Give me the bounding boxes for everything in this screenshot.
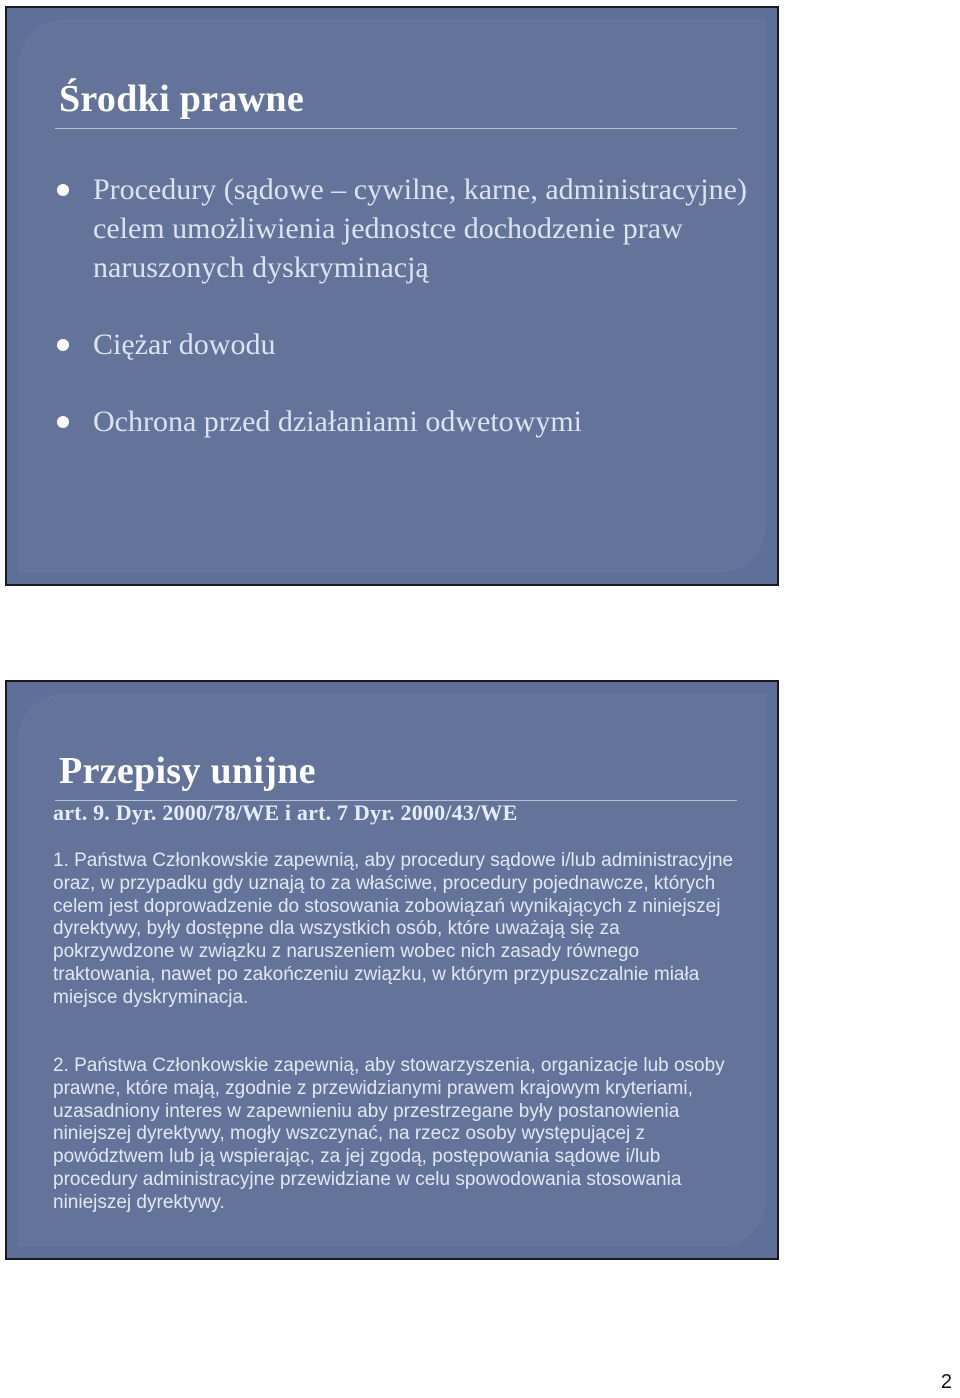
bullet-text: Ochrona przed działaniami odwetowymi	[93, 405, 582, 438]
bullet-dot-icon	[57, 416, 69, 428]
bullet-text: Ciężar dowodu	[93, 328, 276, 361]
bullet-dot-icon	[57, 339, 69, 351]
slide-przepisy-unijne	[5, 680, 779, 1260]
legal-paragraph-2: 2. Państwa Członkowskie zapewnią, aby stowarzyszenia, organizacje lub osoby prawne, które mają, zgodnie z przewidzianymi prawem krajowym kryteriami, uzasadniony interes w zapewnieniu aby przestrzegane były postanowienia niniejszej dyrektywy, mogły wszczynać, na rzecz osoby występującej z powództwem lub ją wspierając, za jej zgodą, postępowania sądowe i/lub procedury administracyjne przewidziane w celu spowodowania stosowania niniejszej dyrektywy.	[53, 1055, 725, 1213]
bullet-item	[57, 170, 747, 287]
slide-subtitle: art. 9. Dyr. 2000/78/WE i art. 7 Dyr. 2000/43/WE	[53, 800, 518, 825]
bullet-item	[57, 325, 747, 364]
bullet-dot-icon	[57, 184, 69, 196]
slide-srodki-prawne	[5, 6, 779, 586]
bullet-text: Procedury (sądowe – cywilne, karne, administracyjne) celem umożliwienia jednostce dochodzenie praw naruszonych dyskryminacją	[93, 173, 747, 284]
page-number: 2	[940, 1371, 952, 1393]
slide-title: Przepisy unijne	[59, 750, 316, 792]
slide-title: Środki prawne	[59, 78, 304, 120]
legal-paragraph-1: 1. Państwa Członkowskie zapewnią, aby procedury sądowe i/lub administracyjne oraz, w przypadku gdy uznają to za właściwe, procedury pojednawcze, których celem jest doprowadzenie do stosowania zobowiązań wynikających z niniejszej dyrektywy, były dostępne dla wszystkich osób, które uważają się za pokrzywdzone w związku z naruszeniem wobec nich zasady równego traktowania, nawet po zakończeniu związku, w którym przypuszczalnie miała miejsce dyskryminacja.	[53, 850, 734, 1008]
bullet-list	[57, 170, 747, 479]
title-divider	[55, 128, 737, 129]
bullet-item	[57, 402, 747, 441]
